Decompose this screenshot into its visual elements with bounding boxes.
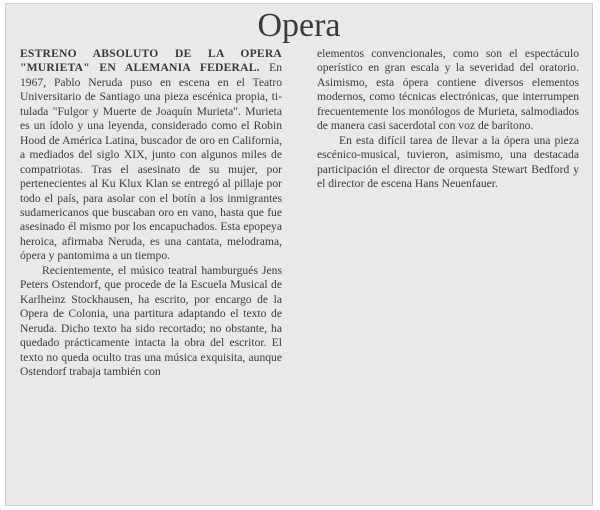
- article-paragraph: elementos convencionales, como son el espectáculo operístico en gran escala y la severidad del oratorio. Asimismo, esta ópera contiene diversos elementos modernos, como técnicas electrónicas, que interrumpen frecuentemente los monólogos de Murieta, salmodiados de manera casi sacerdotal con voz de barítono.: [317, 47, 579, 133]
- newspaper-clipping: [5, 3, 593, 506]
- article-paragraph: Recientemente, el músico teatral hamburgués Jens Peters Ostendorf, que procede de la Escuela Musical de Karlheinz Stockhausen, ha escrito, por encargo de la Opera de Colonia, una partitura adaptando el texto de Neruda. Dicho texto ha sido recortado; no obstante, ha quedado prácticamente intacta la obra del escritor. El texto no queda oculto tras una música exquisita, aunque Ostendorf trabaja también con: [20, 263, 282, 378]
- article-paragraph: [20, 47, 282, 264]
- article-headline: ESTRENO ABSOLUTO DE LA OPERA "MURIETA" EN ALEMANIA FEDERAL.: [20, 47, 282, 75]
- article-paragraph: En esta difícil tarea de llevar a la ópera una pieza escénico-musical, tuvieron, asimismo, una destacada participación el director de orquesta Stewart Bedford y el director de escena Hans Neuenfauer.: [317, 133, 579, 191]
- page-title: Opera: [257, 7, 341, 44]
- paragraph-text: En 1967, Pablo Neruda puso en escena en el Teatro Universitario de Santiago una pieza escénica propia, titulada "Fulgor y Muerte de Joaquín Murieta". Murieta es un ídolo y una leyenda, considerado como el Robin Hood de América Latina, buscador de oro en California, a mediados del siglo XIX, junto con algunos miles de compatriotas. Tras el asesinato de su mujer, por pertenecientes al Ku Klux Klan se entregó al pillaje por todo el país, para asolar con el botín a los inmigrantes sudamericanos que buscaban oro en vano, hasta que fue asesinado él mismo por los encapuchados. Esta epopeya heroica, afirmaba Neruda, es una cantata, melodrama, ópera y pantomima a un tiempo.: [20, 61, 282, 263]
- article-column-left: [20, 47, 282, 379]
- article-column-right: [317, 47, 579, 192]
